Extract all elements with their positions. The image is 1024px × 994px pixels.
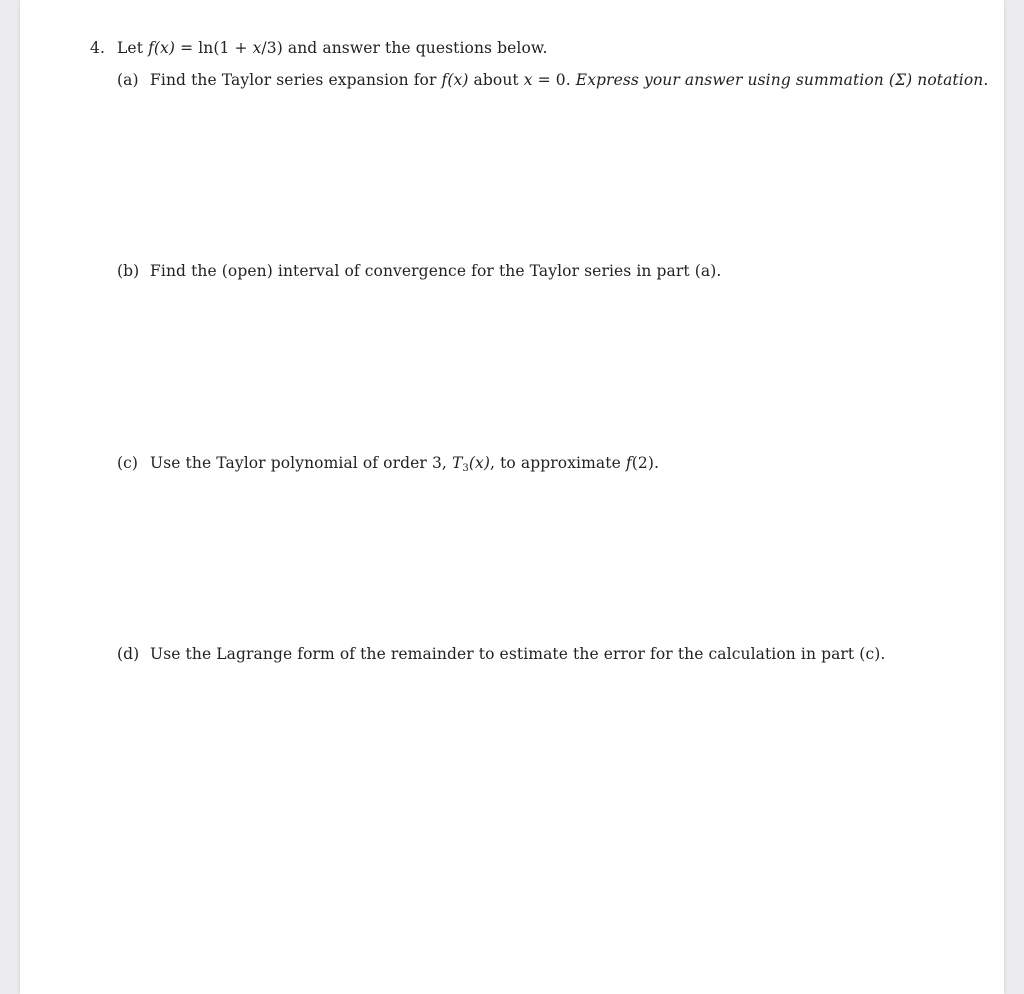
part-d-text: Use the Lagrange form of the remainder to estimate the error for the calculation in part (c). bbox=[150, 645, 886, 663]
part-b-label: (b) bbox=[117, 262, 140, 280]
question-intro-pre: Let bbox=[117, 39, 144, 57]
part-c-farg: (2). bbox=[631, 454, 660, 472]
part-a-emphasis: Express your answer using summation (Σ) notation. bbox=[575, 71, 989, 89]
part-a bbox=[117, 71, 988, 89]
part-a-x: x bbox=[523, 71, 533, 89]
function-close: /3) bbox=[261, 39, 283, 57]
function-fx: f(x) bbox=[148, 39, 176, 57]
function-eq: = ln(1 + bbox=[175, 39, 253, 57]
part-c-T: T bbox=[451, 454, 463, 472]
part-c bbox=[117, 454, 659, 474]
part-d-label: (d) bbox=[117, 645, 140, 663]
part-d bbox=[117, 645, 885, 663]
part-a-label: (a) bbox=[117, 71, 139, 89]
part-a-fx: f(x) bbox=[441, 71, 469, 89]
question-4-header bbox=[90, 39, 547, 57]
part-a-text1: Find the Taylor series expansion for bbox=[150, 71, 442, 89]
question-intro-post: and answer the questions below. bbox=[282, 39, 548, 57]
part-c-text1: Use the Taylor polynomial of order 3, bbox=[150, 454, 452, 472]
part-c-text2: , to approximate bbox=[490, 454, 626, 472]
function-x: x bbox=[252, 39, 262, 57]
document-page bbox=[20, 0, 1004, 994]
part-c-f: f bbox=[625, 454, 632, 472]
part-b-text: Find the (open) interval of convergence for the Taylor series in part (a). bbox=[150, 262, 722, 280]
part-c-label: (c) bbox=[117, 454, 139, 472]
part-b bbox=[117, 262, 721, 280]
part-a-text2: about bbox=[468, 71, 524, 89]
question-number: 4. bbox=[90, 39, 105, 57]
part-c-arg: (x) bbox=[468, 454, 491, 472]
part-a-text3: = 0. bbox=[532, 71, 576, 89]
part-c-sub: 3 bbox=[462, 463, 469, 474]
